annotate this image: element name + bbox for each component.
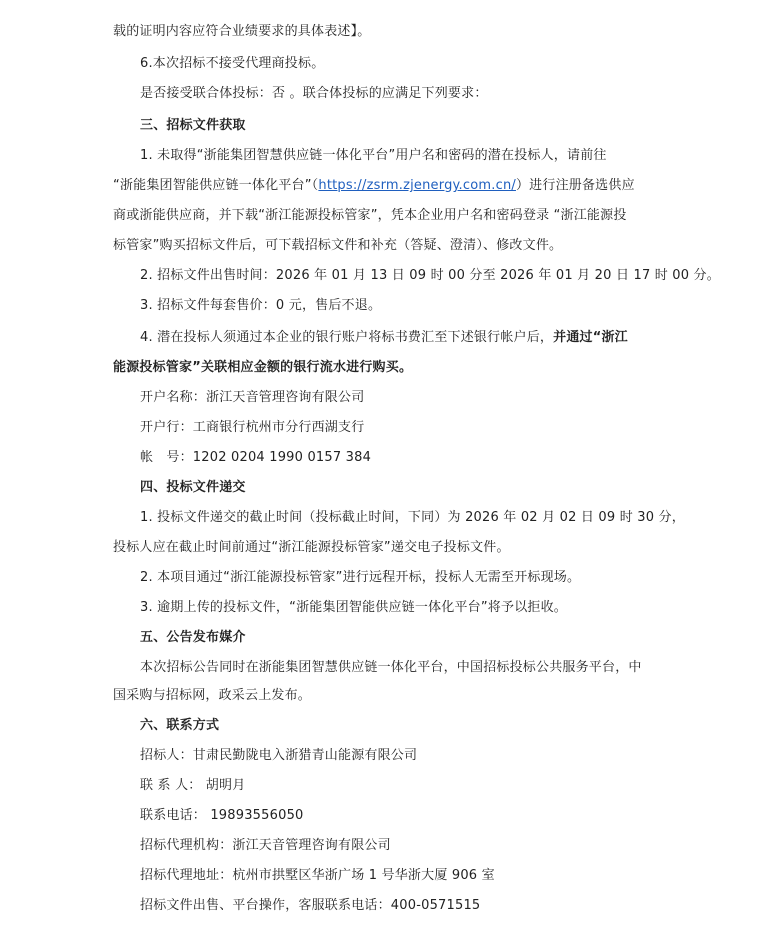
text-line: 招标人：甘肃民勤陇电入浙猎青山能源有限公司 <box>140 748 418 763</box>
text-line: 开户行：工商银行杭州市分行西湖支行 <box>140 420 365 435</box>
section-heading: 四、投标文件递交 <box>140 480 246 495</box>
text-line: 联 系 人： 胡明月 <box>140 778 246 793</box>
text-line <box>140 328 628 348</box>
section-heading: 六、联系方式 <box>140 718 220 733</box>
text-line: 商或浙能供应商，并下载“浙江能源投标管家”，凭本企业用户名和密码登录 “浙江能源投 <box>113 208 627 223</box>
text-segment: 4. 潜在投标人须通过本企业的银行账户将标书费汇至下述银行帐户后， <box>140 330 554 345</box>
bold-text-segment: 并通过“浙江 <box>553 330 628 345</box>
text-line: 是否接受联合体投标：否 。联合体投标的应满足下列要求： <box>140 86 488 101</box>
bold-text-line: 能源投标管家”关联相应金额的银行流水进行购买。 <box>113 360 413 375</box>
text-segment: ）进行注册备选供应 <box>515 178 635 193</box>
text-line: 本次招标公告同时在浙能集团智慧供应链一体化平台，中国招标投标公共服务平台，中 <box>140 660 642 675</box>
text-line: 招标代理机构：浙江天音管理咨询有限公司 <box>140 838 391 853</box>
text-line: 帐 号：1202 0204 1990 0157 384 <box>140 450 372 465</box>
text-line: 招标代理地址：杭州市拱墅区华浙广场 1 号华浙大厦 906 室 <box>140 868 495 883</box>
text-line: 6.本次招标不接受代理商投标。 <box>140 56 325 71</box>
text-line: 国采购与招标网，政采云上发布。 <box>113 688 312 703</box>
section-heading: 三、招标文件获取 <box>140 118 246 133</box>
text-line: 载的证明内容应符合业绩要求的具体表述】。 <box>113 24 371 39</box>
text-line: 2. 本项目通过“浙江能源投标管家”进行远程开标，投标人无需至开标现场。 <box>140 570 581 585</box>
text-line: 3. 逾期上传的投标文件，“浙能集团智能供应链一体化平台”将予以拒收。 <box>140 600 568 615</box>
text-line: 1. 投标文件递交的截止时间（投标截止时间，下同）为 2026 年 02 月 02 日 09 时 30 分， <box>140 510 685 525</box>
text-line: 联系电话： 19893556050 <box>140 808 304 823</box>
platform-link[interactable]: https://zsrm.zjenergy.com.cn/ <box>318 178 516 193</box>
text-line <box>113 176 635 196</box>
text-line: 投标人应在截止时间前通过“浙江能源投标管家”递交电子投标文件。 <box>113 540 510 555</box>
text-line: 标管家”购买招标文件后，可下载招标文件和补充（答疑、澄清）、修改文件。 <box>113 238 563 253</box>
text-line: 招标文件出售、平台操作，客服联系电话：400-0571515 <box>140 898 481 913</box>
text-line: 3. 招标文件每套售价：0 元，售后不退。 <box>140 298 382 313</box>
section-heading: 五、公告发布媒介 <box>140 630 246 645</box>
text-segment: “浙能集团智能供应链一体化平台”（ <box>113 178 319 193</box>
text-line: 2. 招标文件出售时间：2026 年 01 月 13 日 09 时 00 分至 2026 年 01 月 20 日 17 时 00 分。 <box>140 268 720 283</box>
text-line: 开户名称：浙江天音管理咨询有限公司 <box>140 390 365 405</box>
text-line: 1. 未取得“浙能集团智慧供应链一体化平台”用户名和密码的潜在投标人，请前往 <box>140 148 607 163</box>
